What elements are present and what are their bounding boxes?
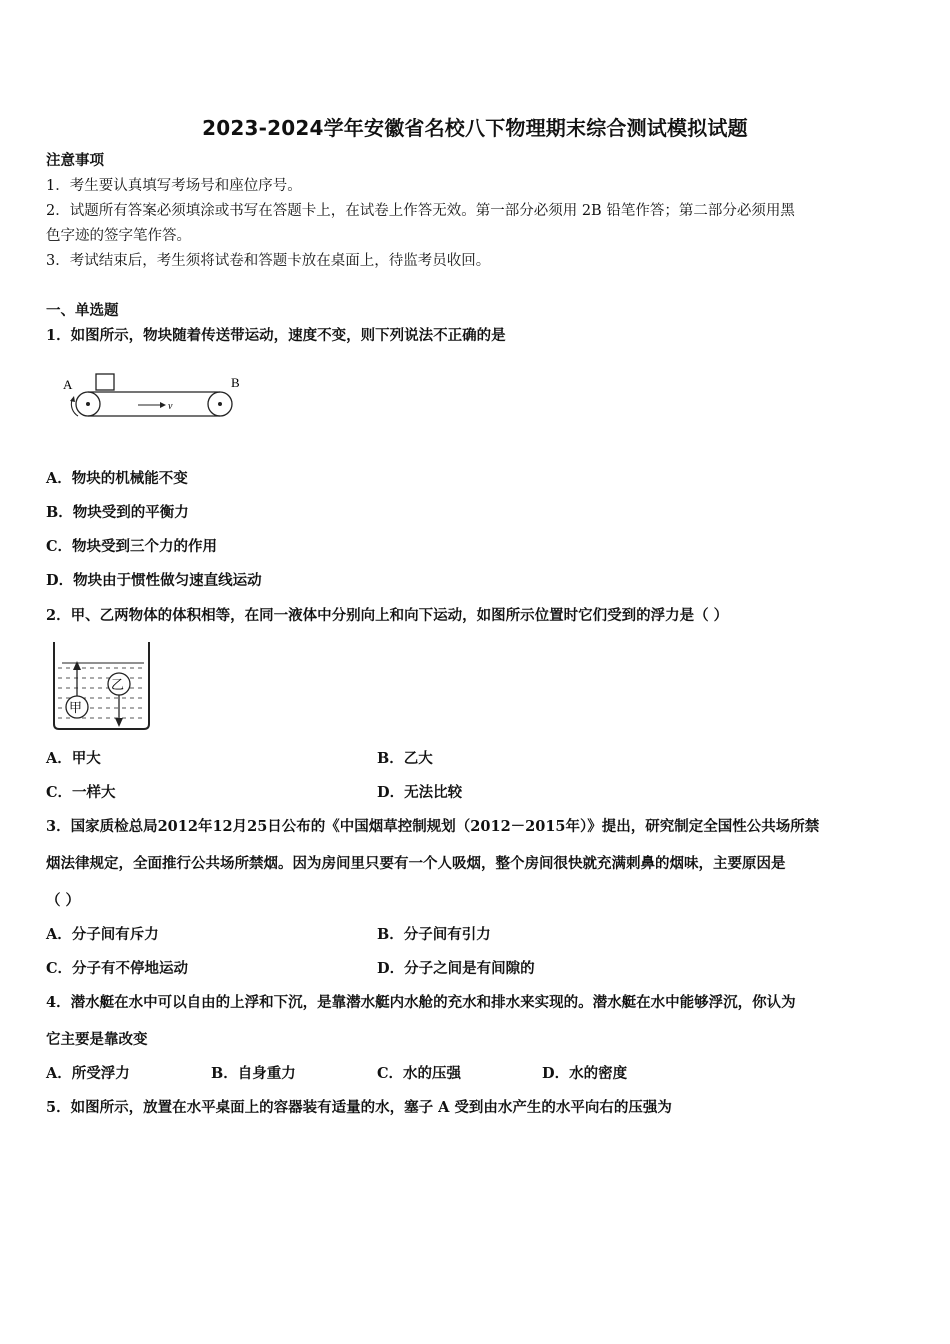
q3-option-c: C．分子有不停地运动 [46,960,189,977]
notice-item: 3．考试结束后，考生须将试卷和答题卡放在桌面上，待监考员收回。 [46,253,491,269]
figure-label-b: B [231,375,240,390]
q2-option-d: D．无法比较 [377,784,463,801]
block [96,374,114,390]
q2-option-b: B．乙大 [377,750,433,767]
q3-option-d: D．分子之间是有间隙的 [377,960,535,977]
q3-option-b: B．分子间有引力 [377,926,491,943]
question-3-line: 烟法律规定，全面推行公共场所禁烟。因为房间里只要有一个人吸烟，整个房间很快就充满刺鼻的烟味，主要原因是 [46,855,786,872]
q4-option-b: B．自身重力 [211,1065,296,1082]
page-title: 2023-2024学年安徽省名校八下物理期末综合测试模拟试题 [202,116,748,140]
question-3-line: 3．国家质检总局2012年12月25日公布的《中国烟草控制规划（2012－2015年）》提出，研究制定全国性公共场所禁 [46,818,820,835]
q2-option-a: A．甲大 [46,750,101,767]
conveyor-belt-figure [60,370,250,425]
question-2-text: 2．甲、乙两物体的体积相等，在同一液体中分别向上和向下运动，如图所示位置时它们受到的浮力是（ ） [46,607,729,624]
q2-option-c: C．一样大 [46,784,116,801]
q1-option-b: B．物块受到的平衡力 [46,504,189,521]
label-yi: 乙 [111,678,125,693]
notice-item: 色字迹的签字笔作答。 [46,228,191,244]
question-3-line: （ ） [46,892,81,909]
question-4-line: 它主要是靠改变 [46,1031,148,1048]
question-4-line: 4．潜水艇在水中可以自由的上浮和下沉，是靠潜水艇内水舱的充水和排水来实现的。潜水艇在水中能够浮沉，你认为 [46,994,796,1011]
q3-option-a: A．分子间有斥力 [46,926,159,943]
figure-label-a: A [63,377,73,392]
q1-option-c: C．物块受到三个力的作用 [46,538,218,555]
q1-option-d: D．物块由于惯性做匀速直线运动 [46,572,262,589]
question-1-text: 1．如图所示，物块随着传送带运动，速度不变，则下列说法不正确的是 [46,327,506,344]
notice-item: 1．考生要认真填写考场号和座位序号。 [46,178,302,194]
section-heading: 一、单选题 [46,302,119,319]
q1-option-a: A．物块的机械能不变 [46,470,188,487]
label-jia: 甲 [69,701,83,716]
liquid-container-figure [50,640,154,732]
notice-heading: 注意事项 [46,152,104,169]
q4-option-c: C．水的压强 [377,1065,462,1082]
velocity-label: v [168,401,173,412]
notice-item: 2．试题所有答案必须填涂或书写在答题卡上，在试卷上作答无效。第一部分必须用 2B 铅笔作答；第二部分必须用黑 [46,203,795,219]
q4-option-d: D．水的密度 [542,1065,628,1082]
q4-option-a: A．所受浮力 [46,1065,130,1082]
question-5-text: 5．如图所示，放置在水平桌面上的容器装有适量的水，塞子 A 受到由水产生的水平向右的压强为 [46,1099,672,1116]
